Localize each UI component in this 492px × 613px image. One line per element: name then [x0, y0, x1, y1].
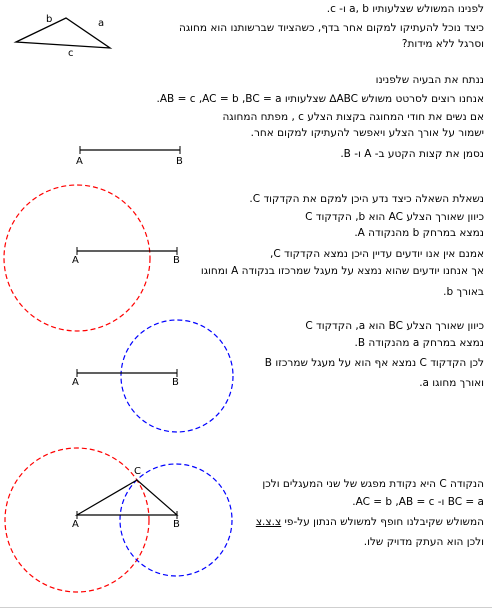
section2-line-5: אך אנחנו יודעים שהוא נמצא על מעגל שמרכזו בנקודה A ומחוגו [200, 265, 484, 277]
section1-line-3: אם נשים את חודי המחוגה בקצות הצלע c , מפתח המחוגה [222, 111, 484, 123]
section2-line-2: כיוון שאורך הצלע AC הוא b, הקדקוד C [305, 211, 484, 223]
constructed-triangle [77, 480, 177, 515]
section2-line-3: נמצא במרחק b מהנקודה A. [354, 227, 484, 239]
section4-line-2: BC = a ו- AC = b ,AB = c. [352, 496, 484, 508]
section3-line-4: ואורך מחוגו a. [419, 377, 484, 389]
section3-line-1: כיוון שאורך הצלע BC הוא a, הקדקוד C [305, 320, 484, 332]
section3-line-3: לכן הקדקוד C נמצא אף הוא על מעגל שמרכזו B [264, 357, 484, 369]
congruence-text: המשולש שקיבלנו חופף למשולש הנתון על-פי [281, 516, 484, 528]
point-label-a: A [72, 519, 79, 530]
section4-line-3 [256, 516, 484, 529]
side-label-b: b [46, 14, 53, 25]
point-label-c: C [134, 466, 141, 477]
final-construction-figure [0, 440, 250, 608]
section1-line-1: ננתח את הבעיה שלפנינו [375, 74, 484, 86]
segment-ab-figure [70, 140, 190, 170]
section4-line-1: הנקודה C היא נקודת מפגש של שני המעגלים ולכן [262, 478, 484, 490]
section2-line-1: נשאלת השאלה כיצד נדע היכן למקם את הקדקוד C. [249, 193, 484, 205]
section2-line-4: אמנם אין אנו יודעים עדיין היכן נמצא הקדקוד C, [269, 248, 484, 260]
congruence-criterion: צ.צ.צ [255, 516, 282, 528]
section2-line-6: באורך b. [443, 286, 484, 298]
side-label-a: a [98, 18, 105, 29]
section1-line-2: אנחנו רוצים לסרטט משולש ABC∆ שצלעותיו AB = c ,AC = b ,BC = a. [156, 93, 484, 105]
point-label-a: A [72, 377, 79, 388]
intro-line-3: וסרגל ללא מידות? [401, 38, 484, 50]
section4-line-4: ולכן הוא העתק מדויק שלו. [363, 536, 484, 548]
bottom-divider [0, 607, 492, 608]
point-label-b: B [173, 519, 180, 530]
section1-line-4: ישמור על אורך הצלע ויאפשר להעתיקו למקום אחר. [250, 127, 484, 139]
point-label-a: A [72, 255, 79, 266]
original-triangle-figure [10, 8, 120, 58]
point-label-a: A [76, 156, 83, 167]
point-label-b: B [172, 377, 179, 388]
intro-line-1: לפנינו המשולש שצלעותיו a, b ו- c. [326, 3, 484, 15]
section3-line-2: נמצא במרחק a מהנקודה B. [354, 337, 484, 349]
section1-line-5: נסמן את קצות הקטע ב- A ו- B. [340, 148, 484, 160]
point-label-b: B [176, 156, 183, 167]
point-label-b: B [173, 255, 180, 266]
triangle-shape [16, 18, 110, 48]
circle-b-figure [60, 310, 250, 445]
side-label-c: c [68, 48, 74, 58]
intro-line-2: כיצד נוכל להעתיקו למקום אחר בדף, כשהציוד שברשותנו הוא מחוגה [179, 22, 484, 34]
